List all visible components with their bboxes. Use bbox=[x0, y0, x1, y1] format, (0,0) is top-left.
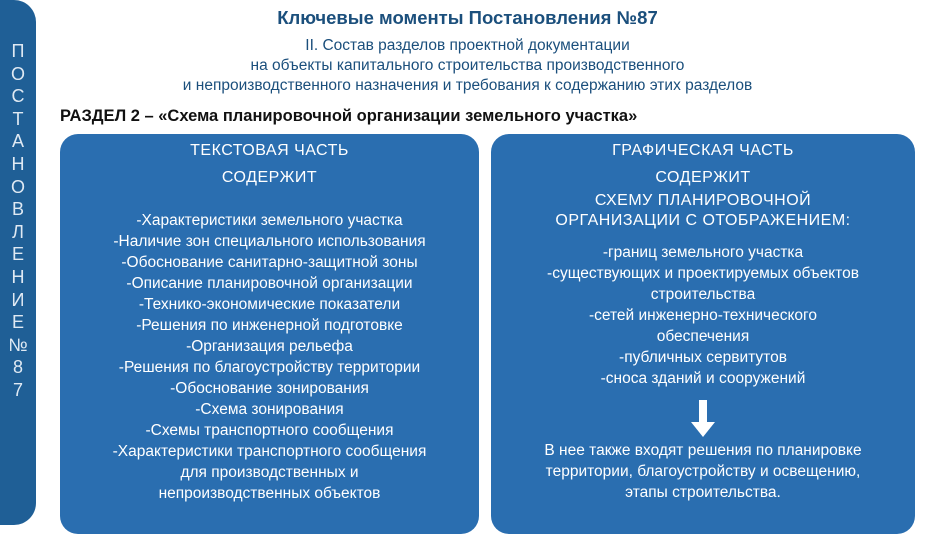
list-item: -Схемы транспортного сообщения bbox=[145, 422, 394, 439]
graphic-part-panel bbox=[491, 134, 915, 534]
list-item: -сетей инженерно-технического bbox=[588, 307, 817, 324]
text-part-list bbox=[60, 210, 479, 504]
graphic-part-note bbox=[491, 440, 915, 503]
list-item: -Решения по благоустройству территории bbox=[118, 359, 421, 376]
side-letter: 8 bbox=[12, 357, 23, 378]
graphic-part-list bbox=[491, 242, 915, 389]
list-item: -Организация рельефа bbox=[186, 338, 353, 355]
side-letter: В bbox=[11, 199, 24, 220]
scheme-title-line: СХЕМУ ПЛАНИРОВОЧНОЙ bbox=[594, 192, 812, 209]
list-item: строительства bbox=[650, 286, 756, 303]
text-part-panel bbox=[60, 134, 479, 534]
list-item: -Описание планировочной организации bbox=[126, 275, 413, 292]
side-letter: П bbox=[11, 41, 25, 61]
list-item: -Решения по инженерной подготовке bbox=[136, 317, 403, 334]
section-heading: РАЗДЕЛ 2 – «Схема планировочной организации земельного участка» bbox=[60, 107, 638, 125]
graphic-part-heading: ГРАФИЧЕСКАЯ ЧАСТЬ bbox=[612, 142, 794, 159]
side-letter: Е bbox=[11, 244, 24, 265]
subtitle-line: на объекты капитального строительства производственного bbox=[250, 57, 685, 74]
text-part-subheading: СОДЕРЖИТ bbox=[221, 169, 318, 186]
side-letter: Н bbox=[11, 153, 25, 174]
subtitle-line: II. Состав разделов проектной документации bbox=[305, 37, 630, 54]
side-letter: Л bbox=[12, 221, 24, 242]
list-item: -сноса зданий и сооружений bbox=[600, 370, 806, 387]
scheme-title-line: ОРГАНИЗАЦИИ С ОТОБРАЖЕНИЕМ: bbox=[555, 212, 851, 229]
note-line: В нее также входят решения по планировке bbox=[544, 442, 862, 459]
list-item: обеспечения bbox=[656, 328, 750, 345]
text-part-heading: ТЕКСТОВАЯ ЧАСТЬ bbox=[190, 142, 349, 159]
list-item: -существующих и проектируемых объектов bbox=[547, 265, 859, 282]
scheme-title bbox=[491, 191, 915, 231]
side-letter: 7 bbox=[12, 379, 23, 400]
side-letter: С bbox=[11, 86, 25, 107]
list-item: -Обоснование санитарно-защитной зоны bbox=[121, 254, 418, 271]
down-arrow-icon bbox=[690, 400, 716, 438]
side-letter: И bbox=[11, 289, 25, 310]
side-letter: А bbox=[11, 131, 24, 152]
side-letter: № bbox=[8, 334, 28, 355]
list-item: -Обоснование зонирования bbox=[170, 380, 369, 397]
side-letter: Т bbox=[12, 108, 24, 129]
side-letter: Е bbox=[11, 312, 24, 333]
list-item: непроизводственных объектов bbox=[158, 485, 381, 502]
list-item: -Схема зонирования bbox=[195, 401, 344, 418]
side-letter: Н bbox=[11, 266, 25, 287]
list-item: для производственных и bbox=[180, 464, 359, 481]
list-item: -публичных сервитутов bbox=[619, 349, 787, 366]
list-item: -Характеристики земельного участка bbox=[136, 212, 403, 229]
graphic-part-subheading: СОДЕРЖИТ bbox=[655, 169, 751, 186]
list-item: -Наличие зон специального использования bbox=[113, 233, 426, 250]
list-item: -Характеристики транспортного сообщения bbox=[112, 443, 427, 460]
side-letter: О bbox=[10, 176, 25, 197]
note-line: территории, благоустройству и освещению, bbox=[545, 463, 861, 480]
list-item: -границ земельного участка bbox=[602, 244, 804, 261]
side-letter: О bbox=[10, 63, 25, 84]
note-line: этапы строительства. bbox=[625, 484, 781, 501]
page-subtitle bbox=[0, 36, 935, 96]
list-item: -Технико-экономические показатели bbox=[138, 296, 401, 313]
page-title: Ключевые моменты Постановления №87 bbox=[277, 7, 658, 28]
subtitle-line: и непроизводственного назначения и требования к содержанию этих разделов bbox=[182, 77, 753, 94]
